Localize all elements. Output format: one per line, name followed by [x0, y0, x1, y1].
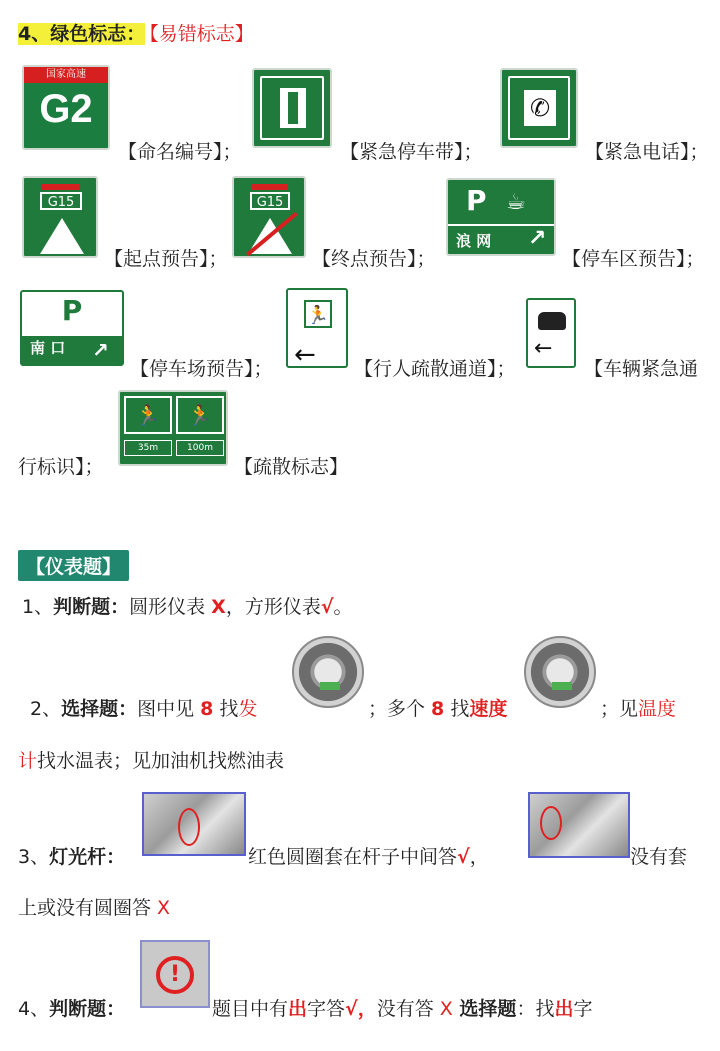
light-stalk-image-1 [142, 792, 246, 856]
end-code: G15 [250, 192, 290, 210]
q2-d: 找 [444, 698, 470, 720]
q2-8a: 8 [200, 698, 214, 720]
q2-f: 找水温表；见加油机找燃油表 [37, 750, 285, 772]
q4-sel: 选择题 [452, 998, 517, 1020]
coffee-icon: ☕ [506, 190, 526, 215]
road-icon [40, 218, 84, 254]
meter-tag: 【仪表题】 [18, 550, 129, 581]
q4-e: 字 [573, 998, 593, 1020]
start-sign [22, 176, 98, 258]
parking-lot-sign [20, 290, 124, 366]
q3-x: X [157, 897, 171, 919]
section-heading [18, 19, 254, 46]
evacuation-sign [118, 390, 228, 466]
evac-right-distance: 100m [176, 440, 224, 456]
q2-temp2: 计 [18, 750, 38, 772]
g2-code: G2 [39, 87, 93, 131]
q3-label [18, 842, 125, 869]
caption-phone: 【紧急电话】； [585, 141, 709, 163]
gauge-icon-1 [292, 636, 364, 708]
q4-d: ：找 [516, 998, 555, 1020]
error-prone-tag: 【易错标志】 [149, 23, 254, 45]
q2-line1c [600, 694, 676, 721]
q2-temp1: 温度 [638, 698, 677, 720]
gauge-icon-2 [524, 636, 596, 708]
q1-num: 1、 [22, 596, 54, 618]
lot-place: 南 口 [30, 339, 66, 357]
q3-check: √ [457, 846, 470, 868]
evac-left-icon: 🏃 [124, 396, 172, 434]
arrow-left-icon: ← [294, 340, 316, 370]
service-place: 浪 网 [456, 232, 492, 250]
vehicle-exit-sign [526, 298, 576, 368]
q2-line1b [368, 694, 507, 721]
evac-right-icon: 🏃 [176, 396, 224, 434]
q2-title: 选择题： [61, 698, 138, 720]
caption-vehicle-b: 行标识】； [18, 456, 104, 478]
q1-check: √ [320, 596, 334, 618]
caption-service: 【停车区预告】； [562, 248, 705, 270]
q1-x: X [211, 596, 226, 618]
caption-naming: 【命名编号】； [118, 141, 242, 163]
q3-num: 3、 [18, 846, 50, 868]
light-stalk-image-2 [528, 792, 630, 858]
q2-line2 [18, 746, 284, 773]
q3-line2 [18, 893, 170, 920]
end-sign [232, 176, 306, 258]
section-title: 绿色标志： [50, 23, 146, 45]
q2-b: 找 [213, 698, 239, 720]
q1-d: 。 [333, 596, 353, 618]
section-number: 4、 [18, 23, 51, 45]
caption-evac: 【疏散标志】 [234, 456, 349, 478]
car-icon [538, 312, 566, 330]
q4-b: 字答 [307, 998, 346, 1020]
q4-check: √， [345, 998, 377, 1020]
q3-c: 没有套 [630, 846, 688, 868]
q1-title: 判断题： [53, 596, 130, 618]
q4-label [18, 994, 125, 1021]
q3-text [248, 842, 489, 869]
caption-start: 【起点预告】； [104, 248, 228, 270]
caption-pedestrian: 【行人疏散通道】； [354, 358, 516, 380]
q2-fa: 发 [238, 698, 258, 720]
q1-b: ，方形仪表 [225, 596, 321, 618]
q4-title: 判断题： [49, 998, 126, 1020]
q4-text [212, 994, 592, 1021]
q1 [22, 592, 353, 619]
q2-a: 图中见 [137, 698, 201, 720]
q3-b: ， [469, 846, 489, 868]
q4-a: 题目中有 [212, 998, 289, 1020]
q4-x: X [439, 998, 453, 1020]
start-code: G15 [40, 192, 82, 210]
arrow-upright-icon: ↗ [528, 226, 547, 251]
q4-chu2: 出 [554, 998, 574, 1020]
q3-d: 上或没有圆圈答 [18, 897, 158, 919]
q2-line1 [30, 694, 257, 721]
lot-p: P [61, 294, 83, 327]
caption-end: 【终点预告】； [312, 248, 436, 270]
q2-8b: 8 [431, 698, 445, 720]
service-area-sign [446, 178, 556, 256]
q3-title: 灯光杆： [49, 846, 126, 868]
parking-p: P [466, 184, 487, 217]
lot-arrow-icon: ↗ [92, 338, 109, 362]
vehicle-arrow-icon: ← [534, 336, 553, 361]
q3-a: 红色圆圈套在杆子中间答 [248, 846, 458, 868]
q2-e: ；见 [600, 698, 639, 720]
emergency-phone-sign: ✆ [500, 68, 578, 148]
emergency-lane-sign [252, 68, 332, 148]
q4-c: 没有答 [376, 998, 440, 1020]
q2-c: ；多个 [368, 698, 432, 720]
caption-lot: 【停车场预告】； [130, 358, 273, 380]
caption-lane: 【紧急停车带】； [340, 141, 483, 163]
g2-sign [22, 65, 110, 150]
g2-header: 国家高速 [24, 67, 108, 83]
q4-chu: 出 [288, 998, 308, 1020]
q2-speed: 速度 [469, 698, 508, 720]
brake-warning-icon: ! [140, 940, 210, 1008]
pedestrian-exit-sign [286, 288, 348, 368]
q1-a: 圆形仪表 [129, 596, 212, 618]
q4-num: 4、 [18, 998, 50, 1020]
q2-num: 2、 [30, 698, 62, 720]
caption-vehicle-a: 【车辆紧急通 [584, 358, 699, 380]
exit-person-icon: 🏃 [304, 300, 332, 328]
evac-left-distance: 35m [124, 440, 172, 456]
